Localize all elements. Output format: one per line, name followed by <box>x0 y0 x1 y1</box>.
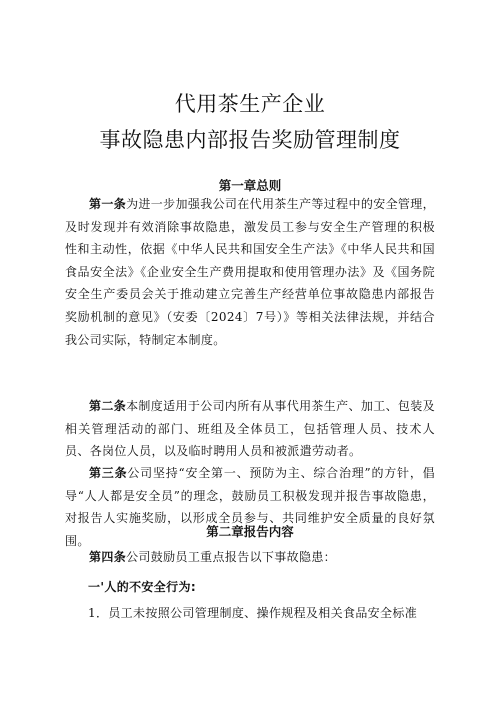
article-4-label: 第四条 <box>89 550 127 564</box>
article-3-text: 公司坚持“安全第一、预防为主、综合治理”的方针，倡导“人人都是安全员”的理念，鼓励员工积极发现并报告事故隐患，对报告人实施奖励，以形成全员参与、共同维护安全质量的良好氛围。 <box>65 466 435 548</box>
article-2-label: 第二条 <box>89 399 127 413</box>
item-1-heading: 一'人的不安全行为: <box>88 580 196 594</box>
document-title-line1: 代用茶生产企业 <box>174 92 326 116</box>
chapter-2-heading: 第二章报告内容 <box>206 524 294 539</box>
article-3-label: 第三条 <box>89 466 128 480</box>
article-4 <box>65 546 435 569</box>
document-title-line2: 事故隐患内部报告奖励管理制度 <box>99 128 401 152</box>
article-1-text: 为进一步加强我公司在代用茶生产等过程中的安全管理，及时发现并有效消除事故隐患，激发员工参与安全生产管理的积极性和主动性，依据《中华人民共和国安全生产法》《中华人民共和国食品安全法》《企业安全生产费用提取和使用管理办法》及《国务院安全生产委员会关于推动建立完善生产经营单位事故隐患内部报告奖励机制的意见》（安委〔2024〕7号）》等相关法律法规，并结合我公司实际，特制定本制度。 <box>65 197 435 347</box>
article-4-text: 公司鼓励员工重点报告以下事故隐患： <box>126 550 337 564</box>
article-1-label: 第一条 <box>89 197 127 211</box>
article-2 <box>65 395 435 463</box>
item-1-1: 1．员工未按照公司管理制度、操作规程及相关食品安全标准 <box>88 606 418 620</box>
chapter-1-heading: 第一章总则 <box>218 178 282 193</box>
article-1 <box>65 193 435 351</box>
article-2-text: 本制度适用于公司内所有从事代用茶生产、加工、包装及相关管理活动的部门、班组及全体员工，包括管理人员、技术人员、各岗位人员，以及临时聘用人员和被派遣劳动者。 <box>65 399 435 459</box>
